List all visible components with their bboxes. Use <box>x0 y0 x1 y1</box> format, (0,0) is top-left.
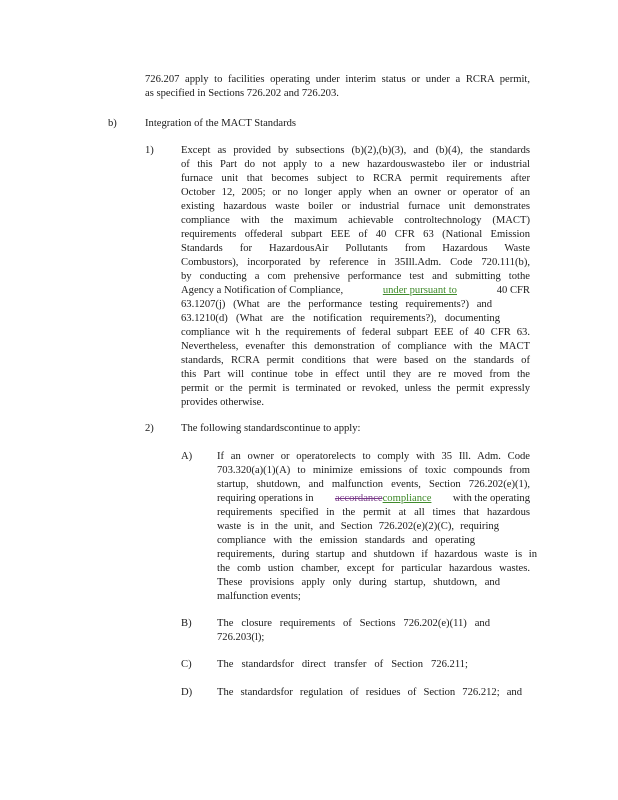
item-1-line: 63.1210(d) (What are the notification requirements?), documenting <box>181 313 500 324</box>
sub-a-line: the comb ustion chamber, except for particular hazardous wastes. <box>217 563 530 574</box>
sub-a-line: If an owner or operatorelects to comply with 35 Ill. Adm. Code <box>217 451 530 462</box>
sub-a-text: requiring operations in <box>217 493 314 504</box>
deleted-text: accordance <box>334 493 383 504</box>
sub-a-label: A) <box>181 451 193 462</box>
sub-a-line: requirements specified in the permit at all times that hazardous <box>217 507 530 518</box>
item-1-line: Nevertheless, evenafter this demonstration of compliance with the MACT <box>181 341 530 352</box>
sub-a-line: waste is in the unit, and Section 726.202(e)(2)(C), requiring <box>217 521 499 532</box>
sub-d-label: D) <box>181 687 193 698</box>
intro-line-2: as specified in Sections 726.202 and 726.203. <box>145 88 339 99</box>
intro-line-1: 726.207 apply to facilities operating under interim status or under a RCRA permit, <box>145 74 530 85</box>
item-1-line: Except as provided by subsections (b)(2),(b)(3), and (b)(4), the standards <box>181 145 530 156</box>
item-2-text: The following standardscontinue to apply: <box>181 423 361 434</box>
inserted-text: compliance <box>382 493 432 504</box>
item-1-line: permit or the permit is terminated or revoked, unless the permit expressly <box>181 383 530 394</box>
inserted-text: under pursuant to <box>382 285 457 296</box>
item-1-line: compliance with the maximum achievable controltechnology (MACT) <box>181 215 530 226</box>
item-1-line: this Part will continue tobe in effect until they are re moved from the <box>181 369 530 380</box>
item-2-label: 2) <box>145 423 154 434</box>
sub-a-text: with the operating <box>452 493 530 504</box>
item-1-line: standards, RCRA permit conditions that were based on the standards of <box>181 355 530 366</box>
item-1-line: requirements offederal subpart EEE of 40 CFR 63 (National Emission <box>181 229 530 240</box>
sub-a-line: malfunction events; <box>217 591 301 602</box>
item-1-line: by conducting a com prehensive performance test and submitting tothe <box>181 271 530 282</box>
sub-d-text: The standardsfor regulation of residues of Section 726.212; and <box>217 687 522 698</box>
amendment-group <box>335 492 431 505</box>
sub-c-text: The standardsfor direct transfer of Section 726.211; <box>217 659 468 670</box>
sub-a-line: requirements, during startup and shutdown if hazardous waste is in <box>217 549 537 560</box>
item-1-label: 1) <box>145 145 154 156</box>
sub-a-line: 703.320(a)(1)(A) to minimize emissions of toxic compounds from <box>217 465 530 476</box>
item-1-line: compliance wit h the requirements of federal subpart EEE of 40 CFR 63. <box>181 327 530 338</box>
item-1-line: furnace unit that becomes subject to RCRA permit requirements after <box>181 173 530 184</box>
section-b-label: b) <box>108 118 117 129</box>
item-1-line: provides otherwise. <box>181 397 264 408</box>
sub-a-line-amended <box>217 492 530 505</box>
item-1-line-amended <box>181 284 530 297</box>
sub-b-line: The closure requirements of Sections 726.202(e)(11) and <box>217 618 490 629</box>
item-1-line: October 12, 2005; or no longer apply when an owner or operator of an <box>181 187 530 198</box>
item-1-line: Combustors), incorporated by reference in 35Ill.Adm. Code 720.111(b), <box>181 257 530 268</box>
sub-a-line: compliance with the emission standards and operating <box>217 535 475 546</box>
sub-b-line: 726.203(l); <box>217 632 265 643</box>
sub-a-line: These provisions apply only during startup, shutdown, and <box>217 577 500 588</box>
item-1-line: existing hazardous waste boiler or industrial furnace unit demonstrates <box>181 201 530 212</box>
sub-a-line: startup, shutdown, and malfunction events, Section 726.202(e)(1), <box>217 479 530 490</box>
item-1-line: Standards for HazardousAir Pollutants from Hazardous Waste <box>181 243 530 254</box>
item-1-text: Agency a Notification of Compliance, <box>181 285 344 296</box>
item-1-line: of this Part do not apply to a new hazardouswastebo iler or industrial <box>181 159 530 170</box>
item-1-line: 63.1207(j) (What are the performance testing requirements?) and <box>181 299 492 310</box>
sub-c-label: C) <box>181 659 192 670</box>
sub-b-label: B) <box>181 618 192 629</box>
item-1-text: 40 CFR <box>496 285 530 296</box>
section-b-heading: Integration of the MACT Standards <box>145 118 297 129</box>
